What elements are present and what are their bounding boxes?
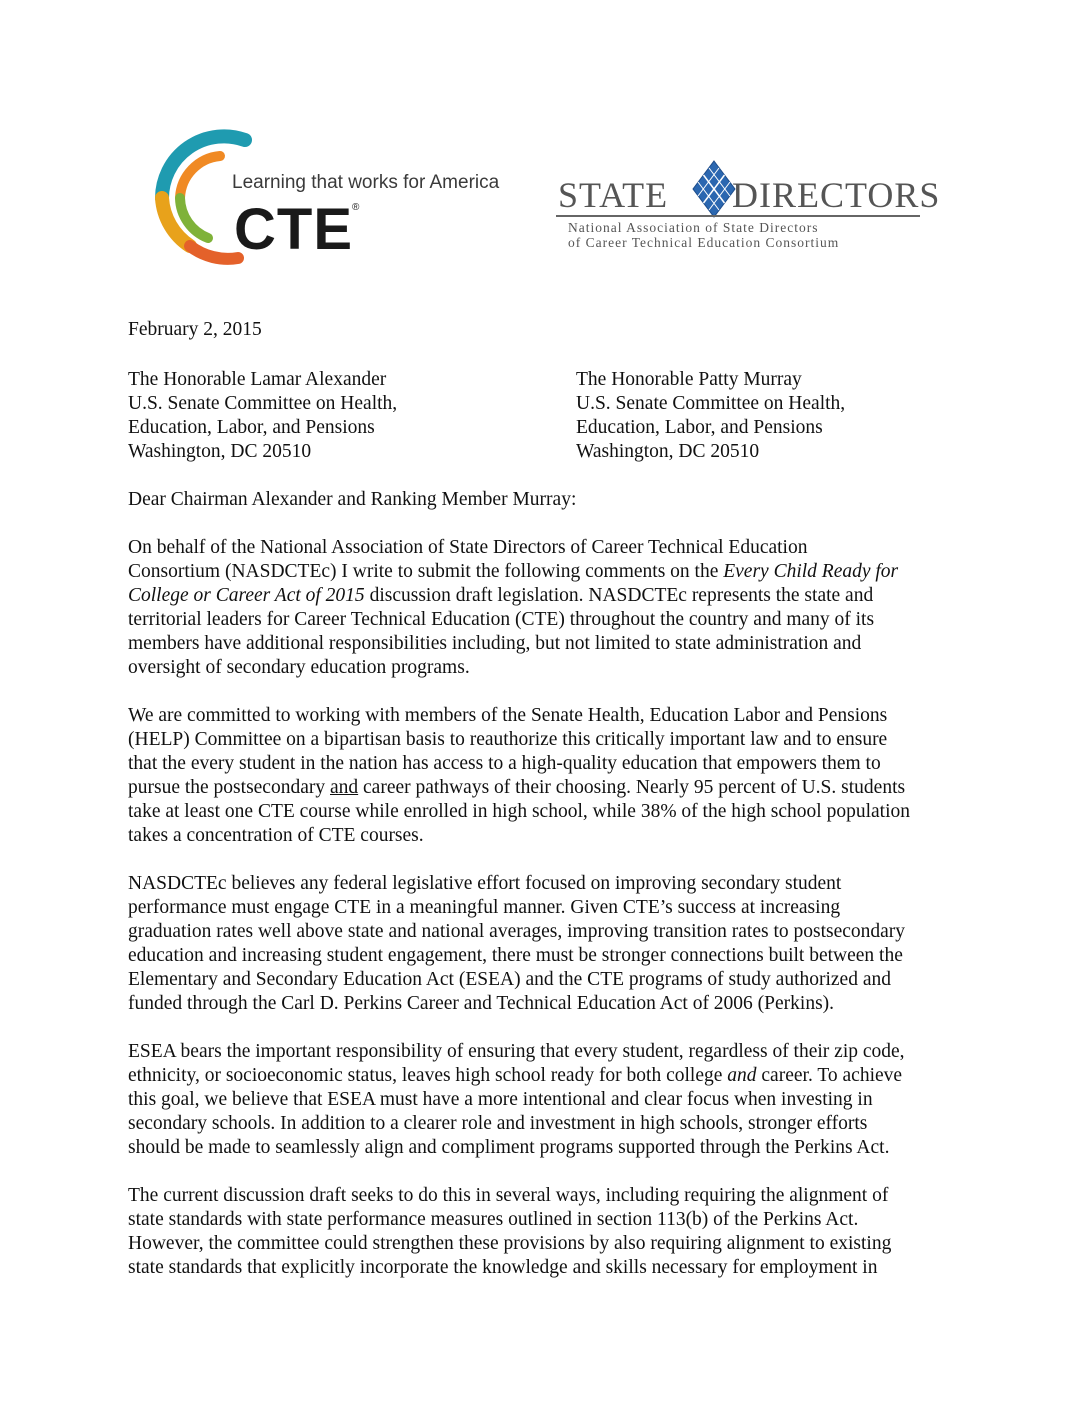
underlined-word: and xyxy=(330,777,359,798)
text-span: ethnicity, or socioeconomic status, leaves high school ready for both college xyxy=(128,1065,728,1086)
address-line: Washington, DC 20510 xyxy=(576,441,760,462)
cte-wordmark: CTE xyxy=(234,197,353,262)
recipient-address-right xyxy=(576,368,996,464)
logo-subtitle-2: of Career Technical Education Consortium xyxy=(568,235,840,250)
recipient-address-left xyxy=(128,368,548,464)
bill-title-italic: Every Child Ready for xyxy=(723,561,899,582)
logo-word-directors: DIRECTORS xyxy=(732,175,941,215)
recipient-name: The Honorable Lamar Alexander xyxy=(128,369,387,390)
body-paragraph-1 xyxy=(128,536,960,680)
text-line: Elementary and Secondary Education Act (ESEA) and the CTE programs of study authorized and xyxy=(128,969,891,990)
recipient-name: The Honorable Patty Murray xyxy=(576,369,802,390)
text-line: state standards with state performance measures outlined in section 113(b) of the Perkins Act. xyxy=(128,1209,859,1230)
logo-divider xyxy=(556,215,920,217)
italic-word: and xyxy=(727,1065,757,1086)
text-line xyxy=(128,776,960,800)
text-line xyxy=(128,560,960,584)
salutation: Dear Chairman Alexander and Ranking Member Murray: xyxy=(128,489,577,510)
text-line: ESEA bears the important responsibility of ensuring that every student, regardless of their zip code, xyxy=(128,1041,905,1062)
text-line: funded through the Carl D. Perkins Career and Technical Education Act of 2006 (Perkins). xyxy=(128,993,835,1014)
address-line: Education, Labor, and Pensions xyxy=(576,417,823,438)
body-paragraph-2 xyxy=(128,704,960,848)
text-line: secondary schools. In addition to a clearer role and investment in high schools, stronger efforts xyxy=(128,1113,868,1134)
logo-word-state: STATE xyxy=(558,175,669,215)
text-span: discussion draft legislation. NASDCTEc represents the state and xyxy=(364,585,874,606)
address-line: Education, Labor, and Pensions xyxy=(128,417,375,438)
body-paragraph-3 xyxy=(128,872,960,1016)
text-span: Consortium (NASDCTEc) I write to submit the following comments on the xyxy=(128,561,724,582)
diamond-icon xyxy=(692,160,736,218)
text-line: We are committed to working with members of the Senate Health, Education Labor and Pensions xyxy=(128,705,888,726)
bill-title-italic: College or Career Act of 2015 xyxy=(128,585,365,606)
text-line: graduation rates well above state and national averages, improving transition rates to postsecondary xyxy=(128,921,906,942)
address-line: U.S. Senate Committee on Health, xyxy=(576,393,846,414)
letter-date: February 2, 2015 xyxy=(128,319,262,340)
cte-logo xyxy=(150,128,550,268)
text-line: take at least one CTE course while enrolled in high school, while 38% of the high school population xyxy=(128,801,910,822)
cte-tagline: Learning that works for America xyxy=(232,172,500,193)
text-line: should be made to seamlessly align and compliment programs supported through the Perkins Act. xyxy=(128,1137,890,1158)
text-line: state standards that explicitly incorporate the knowledge and skills necessary for employment in xyxy=(128,1257,878,1278)
text-span: pursue the postsecondary xyxy=(128,777,330,798)
text-line: oversight of secondary education programs. xyxy=(128,657,470,678)
text-line: On behalf of the National Association of State Directors of Career Technical Education xyxy=(128,537,808,558)
logo-subtitle-1: National Association of State Directors xyxy=(568,220,819,235)
text-line: The current discussion draft seeks to do this in several ways, including requiring the alignment of xyxy=(128,1185,889,1206)
registered-mark: ® xyxy=(352,202,360,213)
body-paragraph-5 xyxy=(128,1184,960,1280)
text-line xyxy=(128,1064,960,1088)
address-line: Washington, DC 20510 xyxy=(128,441,312,462)
text-line: education and increasing student engagement, there must be stronger connections built between the xyxy=(128,945,903,966)
text-line: territorial leaders for Career Technical Education (CTE) throughout the country and many of its xyxy=(128,609,875,630)
text-line: (HELP) Committee on a bipartisan basis to reauthorize this critically important law and to ensure xyxy=(128,729,888,750)
text-line: members have additional responsibilities including, but not limited to state administration and xyxy=(128,633,862,654)
text-line: takes a concentration of CTE courses. xyxy=(128,825,424,846)
text-span: career. To achieve xyxy=(756,1065,903,1086)
text-span: career pathways of their choosing. Nearly 95 percent of U.S. students xyxy=(358,777,906,798)
text-line xyxy=(128,584,960,608)
address-line: U.S. Senate Committee on Health, xyxy=(128,393,398,414)
text-line: NASDCTEc believes any federal legislative effort focused on improving secondary student xyxy=(128,873,842,894)
text-line: performance must engage CTE in a meaningful manner. Given CTE’s success at increasing xyxy=(128,897,841,918)
text-line: this goal, we believe that ESEA must have a more intentional and clear focus when investing in xyxy=(128,1089,873,1110)
body-paragraph-4 xyxy=(128,1040,960,1160)
text-line: However, the committee could strengthen these provisions by also requiring alignment to existing xyxy=(128,1233,892,1254)
text-line: that the every student in the nation has access to a high-quality education that empowers them to xyxy=(128,753,881,774)
state-directors-logo xyxy=(556,158,941,258)
